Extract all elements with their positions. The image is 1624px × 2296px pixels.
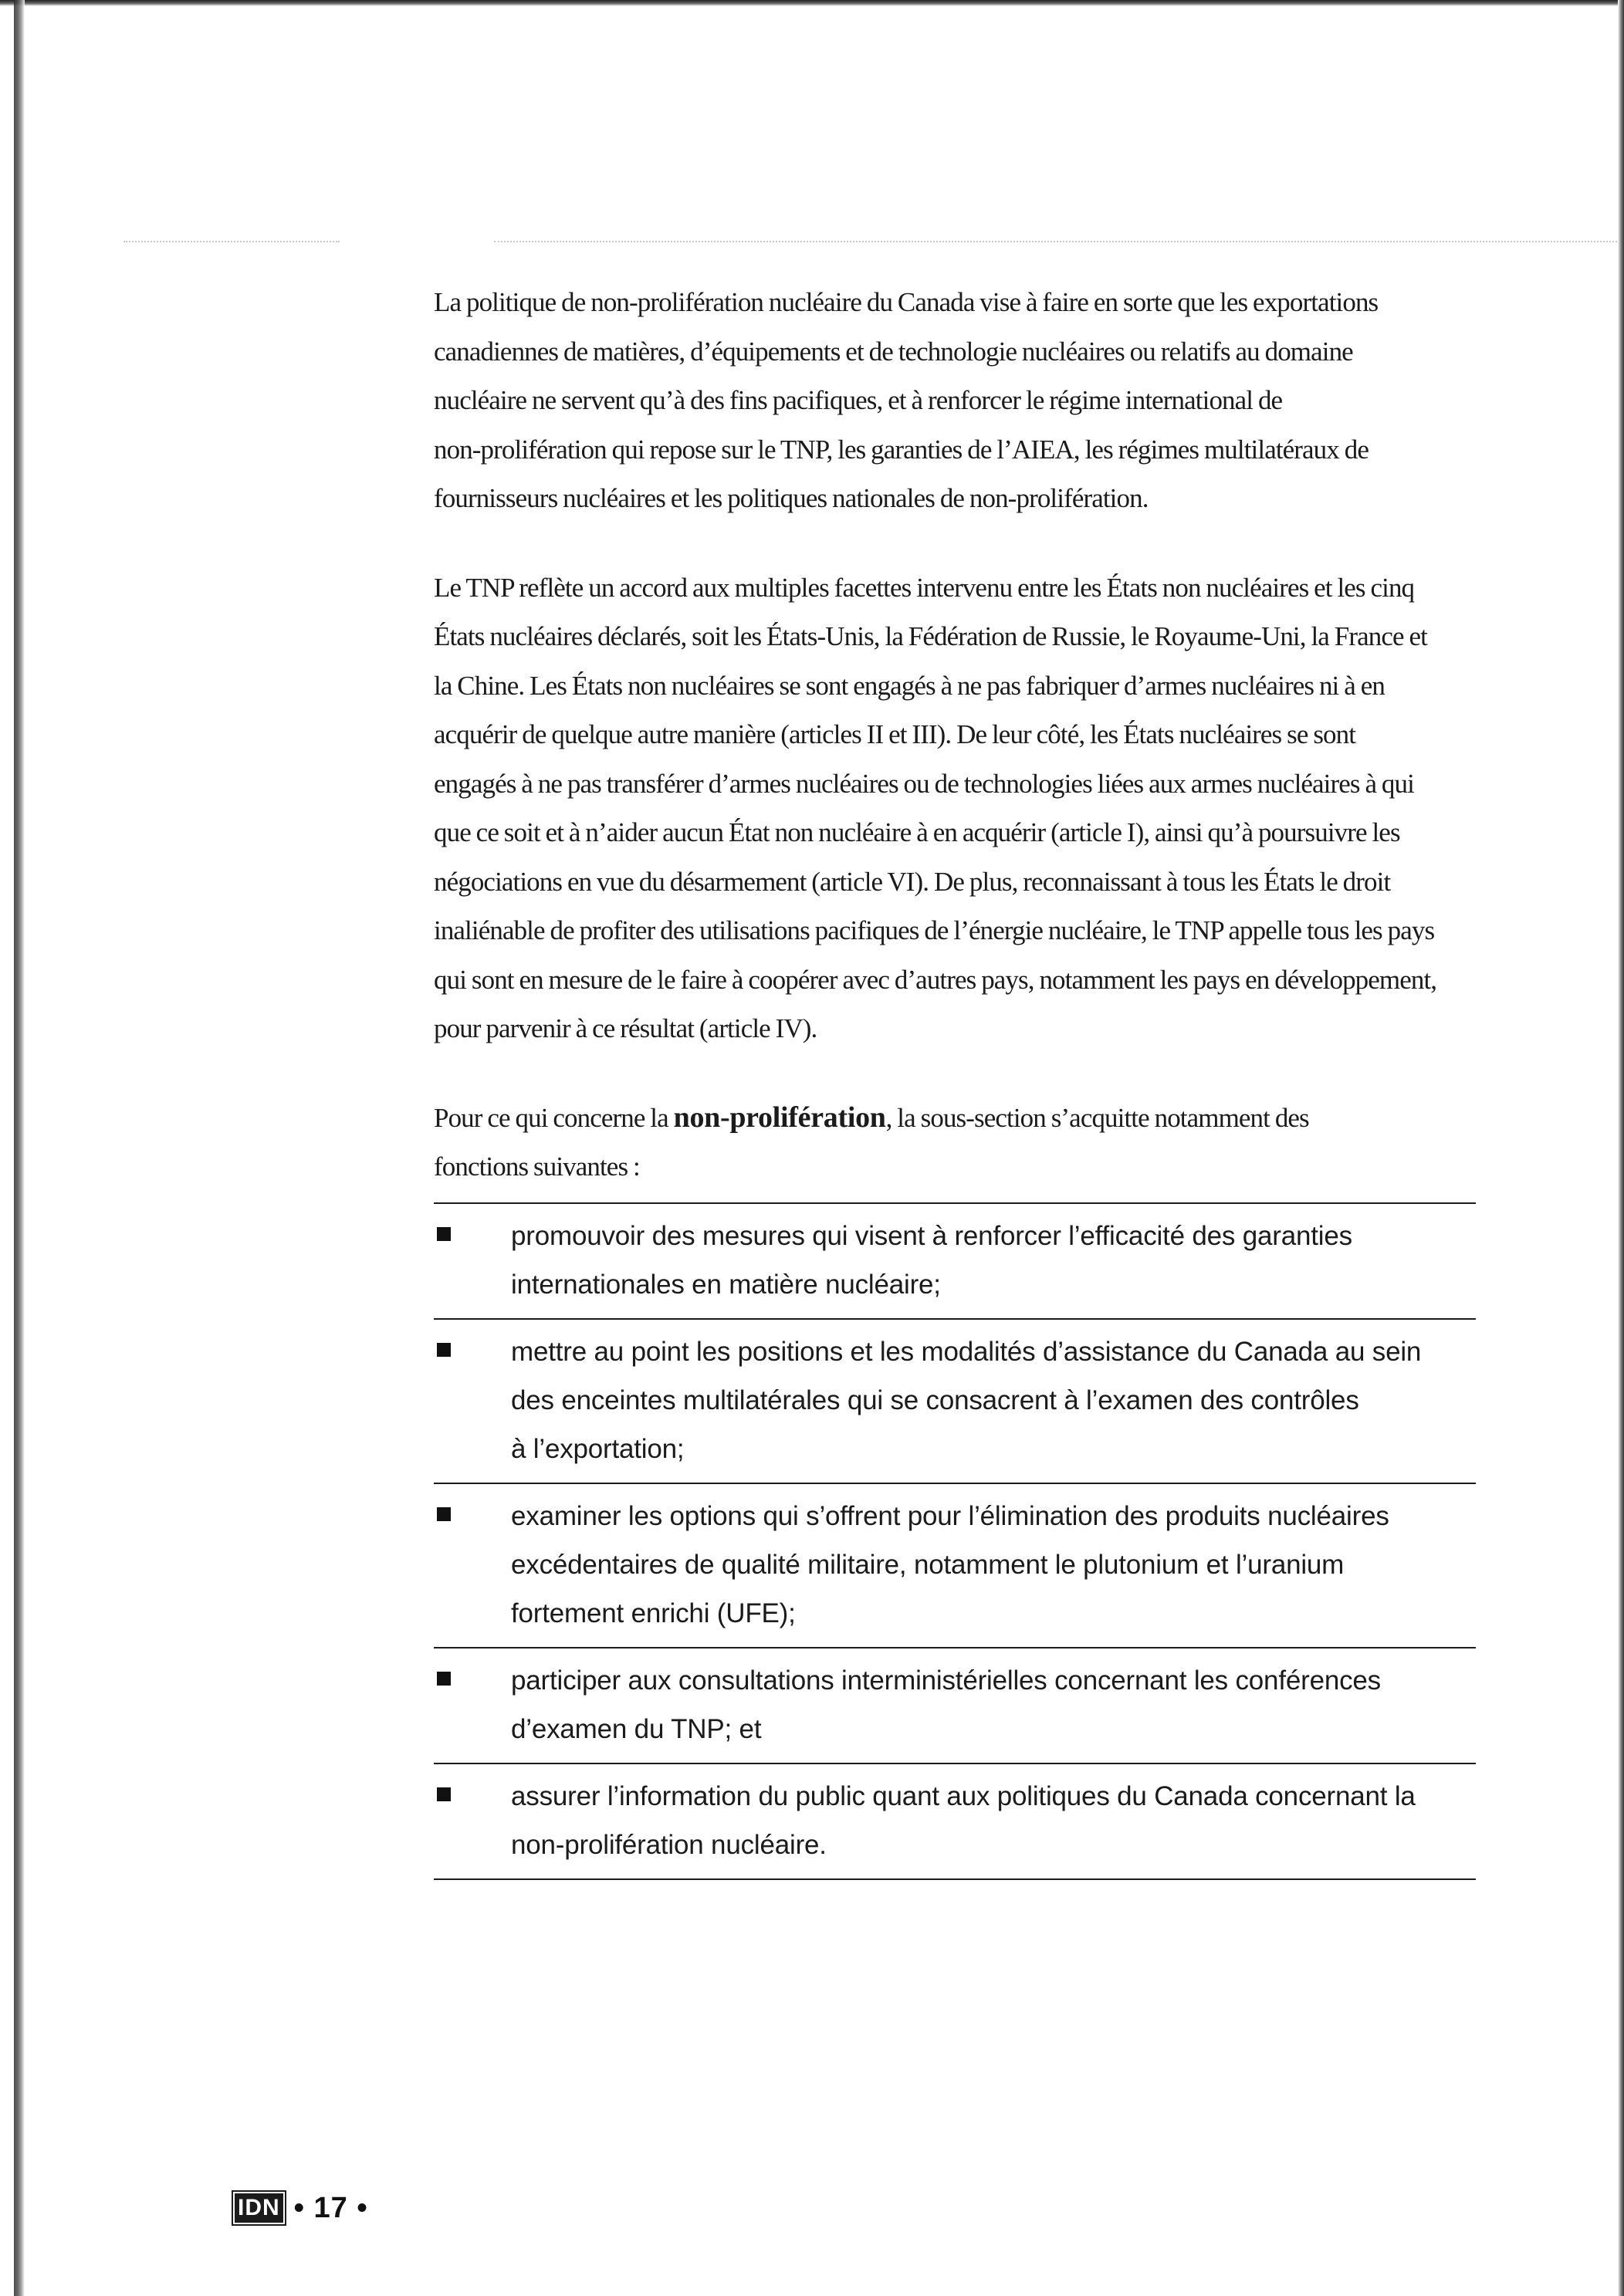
list-item bbox=[434, 1648, 1476, 1764]
header-dotted-rule-left bbox=[123, 241, 340, 242]
list-item bbox=[434, 1484, 1476, 1648]
intro-text-after: , la sous-section s’acquitte notamment des fonctions suivantes : bbox=[434, 1102, 1309, 1182]
square-bullet-icon bbox=[437, 1227, 451, 1241]
square-bullet-icon bbox=[437, 1672, 451, 1686]
square-bullet-icon bbox=[437, 1507, 451, 1521]
intro-bold-term: non-prolifération bbox=[673, 1101, 886, 1134]
paragraph-tnp: Le TNP reflète un accord aux multiples facettes intervenu entre les États non nucléaires et les cinq États nucléaires déclarés, soit les États-Unis, la Fédération de Russie, le Royaume-Uni, la France et la Chine. Les États non nucléaires se sont engagés à ne pas fabriquer d’armes nucléaires ni à en acquérir de quelque autre manière (articles II et III). De leur côté, les États nucléaires se sont engagés à ne pas transférer d’armes nucléaires ou de technologies liées aux armes nucléaires à qui que ce soit et à n’aider aucun État non nucléaire à en acquérir (article I), ainsi qu’à poursuivre les négociations en vue du désarmement (article VI). De plus, reconnaissant à tous les États le droit inaliénable de profiter des utilisations pacifiques de l’énergie nucléaire, le TNP appelle tous les pays qui sont en mesure de le faire à coopérer avec d’autres pays, notamment les pays en développement, pour parvenir à ce résultat (article IV). bbox=[434, 572, 1437, 1043]
page-number: • 17 • bbox=[293, 2191, 368, 2224]
list-item-text: participer aux consultations interministérielles concernant les conférences d’examen du TNP; et bbox=[511, 1665, 1381, 1744]
page-content bbox=[434, 278, 1476, 1880]
list-item bbox=[434, 1204, 1476, 1320]
list-item-text: mettre au point les positions et les modalités d’assistance du Canada au sein des enceintes multilatérales qui se consacrent à l’examen des contrôles à l’exportation; bbox=[511, 1336, 1422, 1464]
scan-edge-right bbox=[1618, 0, 1624, 2296]
page-footer bbox=[232, 2190, 368, 2226]
idn-logo: IDN bbox=[232, 2190, 286, 2226]
list-item-text: examiner les options qui s’offrent pour l’élimination des produits nucléaires excédentaires de qualité militaire, notamment le plutonium et l’uranium fortement enrichi (UFE); bbox=[511, 1500, 1389, 1628]
paragraph-functions-intro bbox=[434, 1094, 1476, 1192]
list-item bbox=[434, 1320, 1476, 1484]
square-bullet-icon bbox=[437, 1787, 451, 1801]
list-item-text: assurer l’information du public quant aux politiques du Canada concernant la non-prolifération nucléaire. bbox=[511, 1780, 1416, 1860]
paragraph-policy: La politique de non-prolifération nucléaire du Canada vise à faire en sorte que les exportations canadiennes de matières, d’équipements et de technologie nucléaires ou relatifs au domaine nucléaire ne servent qu’à des fins pacifiques, et à renforcer le régime international de non-prolifération qui repose sur le TNP, les garanties de l’AIEA, les régimes multilatéraux de fournisseurs nucléaires et les politiques nationales de non-prolifération. bbox=[434, 287, 1379, 513]
list-item-text: promouvoir des mesures qui visent à renforcer l’efficacité des garanties internationales en matière nucléaire; bbox=[511, 1220, 1352, 1300]
scan-edge-left bbox=[14, 0, 25, 2296]
intro-text-before: Pour ce qui concerne la bbox=[434, 1102, 674, 1133]
scan-edge-top bbox=[0, 0, 1624, 6]
square-bullet-icon bbox=[437, 1343, 451, 1357]
functions-list bbox=[434, 1202, 1476, 1880]
header-dotted-rule-right bbox=[494, 241, 1617, 242]
list-item bbox=[434, 1764, 1476, 1880]
